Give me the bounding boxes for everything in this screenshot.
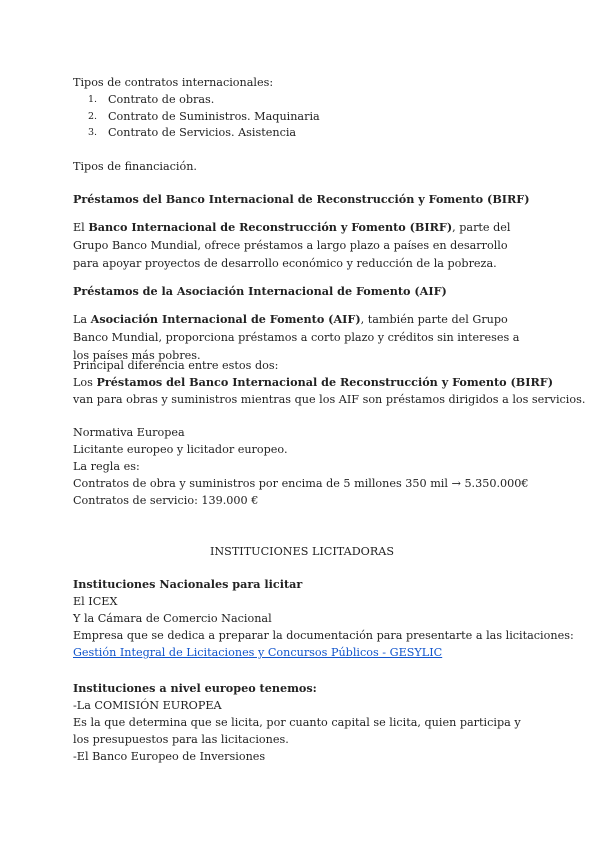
difference-lead: Los <box>73 376 97 389</box>
national-line1: El ICEX <box>73 595 118 608</box>
aif-body: , también parte del Grupo Banco Mundial, proporciona préstamos a corto plazo y créditos sin intereses a los países más pobres. <box>73 313 520 362</box>
normativa-line3: La regla es: <box>73 460 140 473</box>
europe-line2: Es la que determina que se licita, por cuanto capital se licita, quien participa y los presupuestos para las licitaciones. <box>73 716 521 746</box>
birf-body: , parte del Grupo Banco Mundial, ofrece préstamos a largo plazo a países en desarrollo para apoyar proyectos de desarrollo económico y reducción de la pobreza. <box>73 221 511 270</box>
difference-bold: Préstamos del Banco Internacional de Reconstrucción y Fomento (BIRF) <box>96 375 554 389</box>
birf-lead: El <box>73 221 89 234</box>
national-line2: Y la Cámara de Comercio Nacional <box>73 612 272 625</box>
instituciones-heading: INSTITUCIONES LICITADORAS <box>209 545 395 558</box>
normativa-line2: Licitante europeo y licitador europeo. <box>73 443 288 456</box>
difference-line2 <box>73 374 553 391</box>
list-text: Contrato de Servicios. Asistencia <box>108 126 297 139</box>
birf-paragraph <box>73 218 531 273</box>
europe-line3: -El Banco Europeo de Inversiones <box>73 750 266 763</box>
birf-title: Préstamos del Banco Internacional de Reconstrucción y Fomento (BIRF) <box>73 192 530 206</box>
normativa-line1: Normativa Europea <box>73 426 185 439</box>
national-line3: Empresa que se dedica a preparar la documentación para presentarte a las licitaciones: <box>73 629 574 642</box>
normativa-line5: Contratos de servicio: 139.000 € <box>73 494 259 507</box>
list-text: Contrato de Suministros. Maquinaria <box>108 110 320 123</box>
list-text: Contrato de obras. <box>108 93 215 106</box>
europe-title: Instituciones a nivel europeo tenemos: <box>73 681 317 695</box>
list-number: 2. <box>88 111 98 122</box>
normativa-line4: Contratos de obra y suministros por encima de 5 millones 350 mil → 5.350.000€ <box>73 477 529 490</box>
contracts-heading: Tipos de contratos internacionales: <box>73 76 274 89</box>
birf-lead-bold: Banco Internacional de Reconstrucción y Fomento (BIRF) <box>88 220 453 234</box>
aif-lead: La <box>73 313 91 326</box>
list-number: 1. <box>88 94 98 105</box>
aif-title: Préstamos de la Asociación Internacional de Fomento (AIF) <box>73 284 447 298</box>
difference-line1: Principal diferencia entre estos dos: <box>73 359 279 372</box>
gesylic-link[interactable]: Gestión Integral de Licitaciones y Concursos Públicos - GESYLIC <box>73 646 443 659</box>
aif-lead-bold: Asociación Internacional de Fomento (AIF) <box>90 312 361 326</box>
europe-line1: -La COMISIÓN EUROPEA <box>73 699 222 712</box>
financing-heading: Tipos de financiación. <box>73 160 197 173</box>
list-number: 3. <box>88 127 98 138</box>
national-title: Instituciones Nacionales para licitar <box>73 577 303 591</box>
difference-line3: van para obras y suministros mientras que los AIF son préstamos dirigidos a los servicios. <box>73 393 586 406</box>
